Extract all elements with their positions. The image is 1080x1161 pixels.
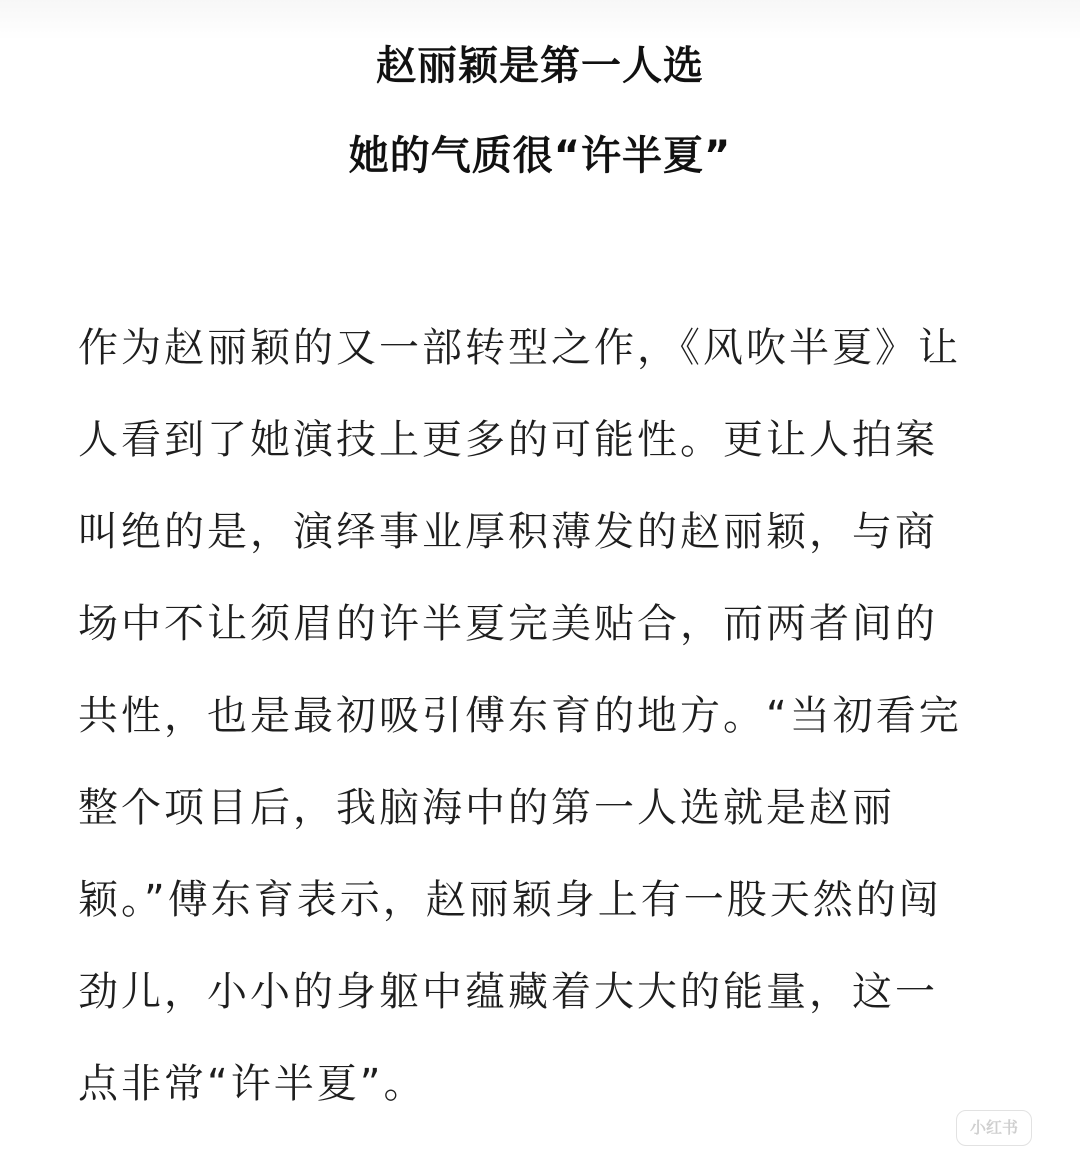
watermark-logo-text: 小红书 bbox=[969, 1118, 1018, 1137]
paragraph-line: 场中不让须眉的许半夏完美贴合，而两者间的 bbox=[78, 601, 938, 647]
article-paragraph bbox=[78, 318, 1002, 1146]
section-title: 赵丽颖是第一人选 bbox=[376, 43, 704, 89]
paragraph-line: 共性，也是最初吸引傅东育的地方。“当初看完 bbox=[78, 693, 962, 739]
paragraph-line: 作为赵丽颖的又一部转型之作，《风吹半夏》让 bbox=[78, 325, 961, 371]
top-divider bbox=[0, 0, 1080, 40]
paragraph-line: 人看到了她演技上更多的可能性。更让人拍案 bbox=[78, 417, 938, 463]
paragraph-line: 颖。”傅东育表示，赵丽颖身上有一股天然的闯 bbox=[78, 877, 942, 923]
section-subtitle: 她的气质很“许半夏” bbox=[348, 133, 732, 179]
paragraph-line: 整个项目后，我脑海中的第一人选就是赵丽 bbox=[78, 785, 895, 831]
xiaohongshu-watermark-logo bbox=[956, 1110, 1032, 1146]
paragraph-line: 点非常“许半夏”。 bbox=[78, 1061, 427, 1107]
paragraph-line: 劲儿，小小的身躯中蕴藏着大大的能量，这一 bbox=[78, 969, 938, 1015]
paragraph-line: 叫绝的是，演绎事业厚积薄发的赵丽颖，与商 bbox=[78, 509, 938, 555]
